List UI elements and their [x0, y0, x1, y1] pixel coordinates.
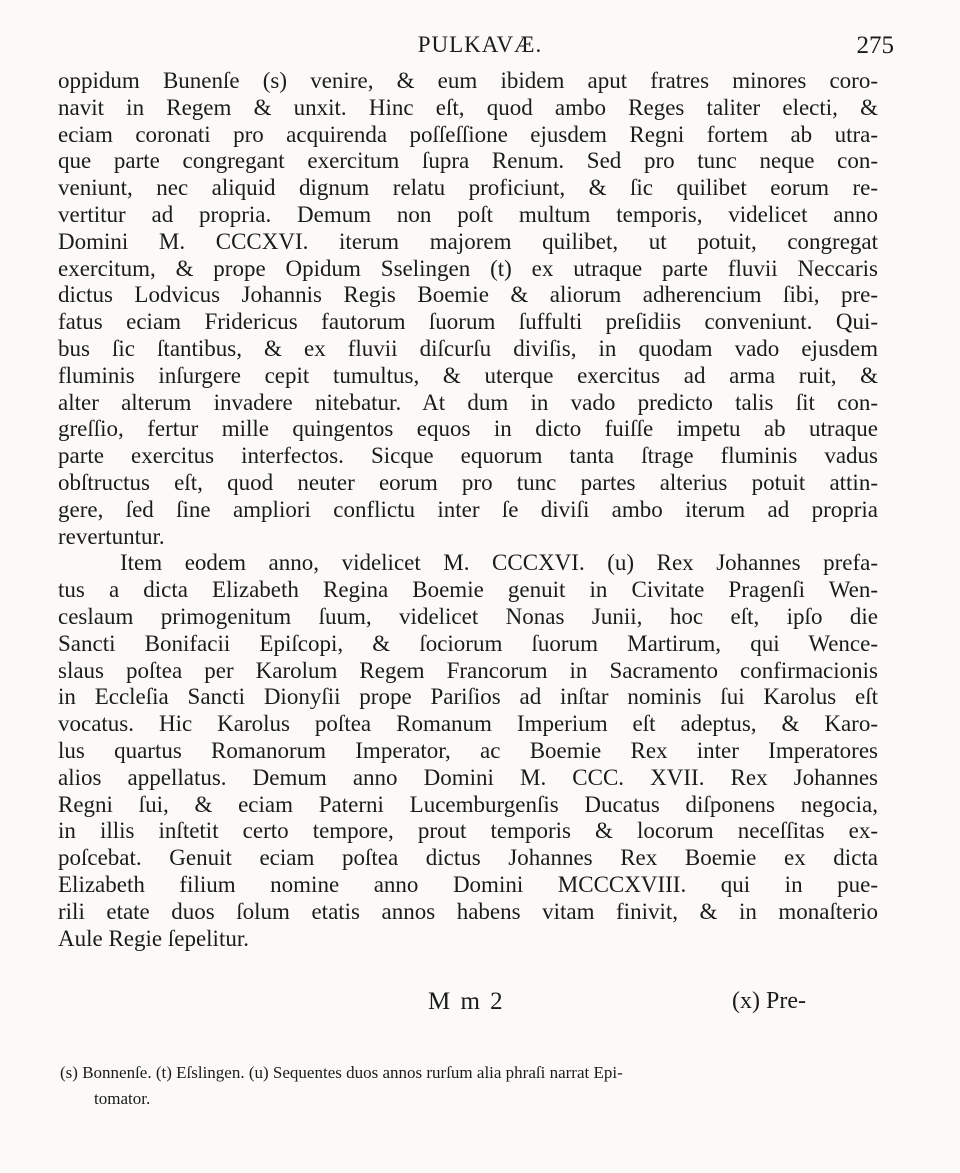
footnotes [60, 1060, 880, 1112]
text-line: parte exercitus interfectos. Sicque equorum tanta ſtrage fluminis vadus [58, 443, 878, 469]
text-line: lus quartus Romanorum Imperator, ac Boemie Rex inter Imperatores [58, 737, 878, 763]
text-line: vocatus. Hic Karolus poſtea Romanum Imperium eſt adeptus, & Karo- [58, 711, 878, 737]
running-head: PULKAVÆ. [417, 32, 543, 57]
text-line: in Eccleſia Sancti Dionyſii prope Pariſios ad inſtar nominis ſui Karolus eſt [58, 684, 878, 710]
text-line: dictus Lodvicus Johannis Regis Boemie & aliorum adherencium ſibi, pre- [58, 282, 878, 308]
catchword: (x) Pre- [732, 988, 806, 1014]
text-line: Aule Regie ſepelitur. [58, 925, 249, 951]
text-line: alios appellatus. Demum anno Domini M. CCC. XVII. Rex Johannes [58, 764, 878, 790]
text-line: rili etate duos ſolum etatis annos habens vitam finivit, & in monaſterio [58, 898, 878, 924]
text-line: gere, ſed ſine ampliori conflictu inter ſe diviſi ambo iterum ad propria [58, 496, 878, 522]
text-line: que parte congregant exercitum ſupra Renum. Sed pro tunc neque con- [58, 148, 878, 174]
paragraph-1 [58, 68, 878, 550]
text-line: slaus poſtea per Karolum Regem Francorum in Sacramento confirmacionis [58, 657, 878, 683]
text-line: obſtructus eſt, quod neuter eorum pro tunc partes alterius potuit attin- [58, 469, 878, 495]
text-line: oppidum Bunenſe (s) venire, & eum ibidem aput fratres minores coro- [58, 68, 878, 93]
text-line: vertitur ad propria. Demum non poſt multum temporis, videlicet anno [58, 201, 878, 227]
text-line: fatus eciam Fridericus fautorum ſuorum ſuffulti preſidiis conveniunt. Qui- [58, 309, 878, 335]
main-text [58, 68, 878, 952]
text-line: alter alterum invadere nitebatur. At dum in vado predicto talis ſit con- [58, 389, 878, 415]
text-line: in illis inſtetit certo tempore, prout temporis & locorum neceſſitas ex- [58, 818, 878, 844]
footnote-line: tomator. [94, 1089, 151, 1108]
text-line: navit in Regem & unxit. Hinc eſt, quod ambo Reges taliter electi, & [58, 94, 878, 120]
text-line: poſcebat. Genuit eciam poſtea dictus Johannes Rex Boemie ex dicta [58, 845, 878, 871]
text-line: Sancti Bonifacii Epiſcopi, & ſociorum ſuorum Martirum, qui Wence- [58, 630, 878, 656]
text-line: Elizabeth filium nomine anno Domini MCCCXVIII. qui in pue- [58, 871, 878, 897]
paragraph-2 [58, 550, 878, 952]
text-line: veniunt, nec aliquid dignum relatu proficiunt, & ſic quilibet eorum re- [58, 175, 878, 201]
text-line: Domini M. CCCXVI. iterum majorem quilibet, ut potuit, congregat [58, 228, 878, 254]
signature-row [0, 988, 960, 1024]
page-header [60, 32, 900, 66]
text-line: fluminis inſurgere cepit tumultus, & uterque exercitus ad arma ruit, & [58, 362, 878, 388]
text-line: exercitum, & prope Opidum Sselingen (t) ex utraque parte fluvii Neccaris [58, 255, 878, 281]
text-line: Item eodem anno, videlicet M. CCCXVI. (u) Rex Johannes prefa- [120, 550, 878, 576]
text-line: Regni ſui, & eciam Paterni Lucemburgenſis Ducatus diſponens negocia, [58, 791, 878, 817]
page-number: 275 [856, 32, 894, 59]
text-line: ceslaum primogenitum ſuum, videlicet Nonas Junii, hoc eſt, ipſo die [58, 603, 878, 629]
text-line: eciam coronati pro acquirenda poſſeſſione ejusdem Regni fortem ab utra- [58, 121, 878, 147]
text-line: revertuntur. [58, 523, 165, 549]
text-line: tus a dicta Elizabeth Regina Boemie genuit in Civitate Pragenſi Wen- [58, 577, 878, 603]
footnote-line: (s) Bonnenſe. (t) Eſslingen. (u) Sequentes duos annos rurſum alia phraſi narrat Epi- [60, 1063, 623, 1082]
signature-mark: M m 2 [428, 988, 505, 1015]
text-line: bus ſic ſtantibus, & ex fluvii diſcurſu diviſis, in quodam vado ejusdem [58, 335, 878, 361]
text-line: greſſio, fertur mille quingentos equos in dicto fuiſſe impetu ab utraque [58, 416, 878, 442]
